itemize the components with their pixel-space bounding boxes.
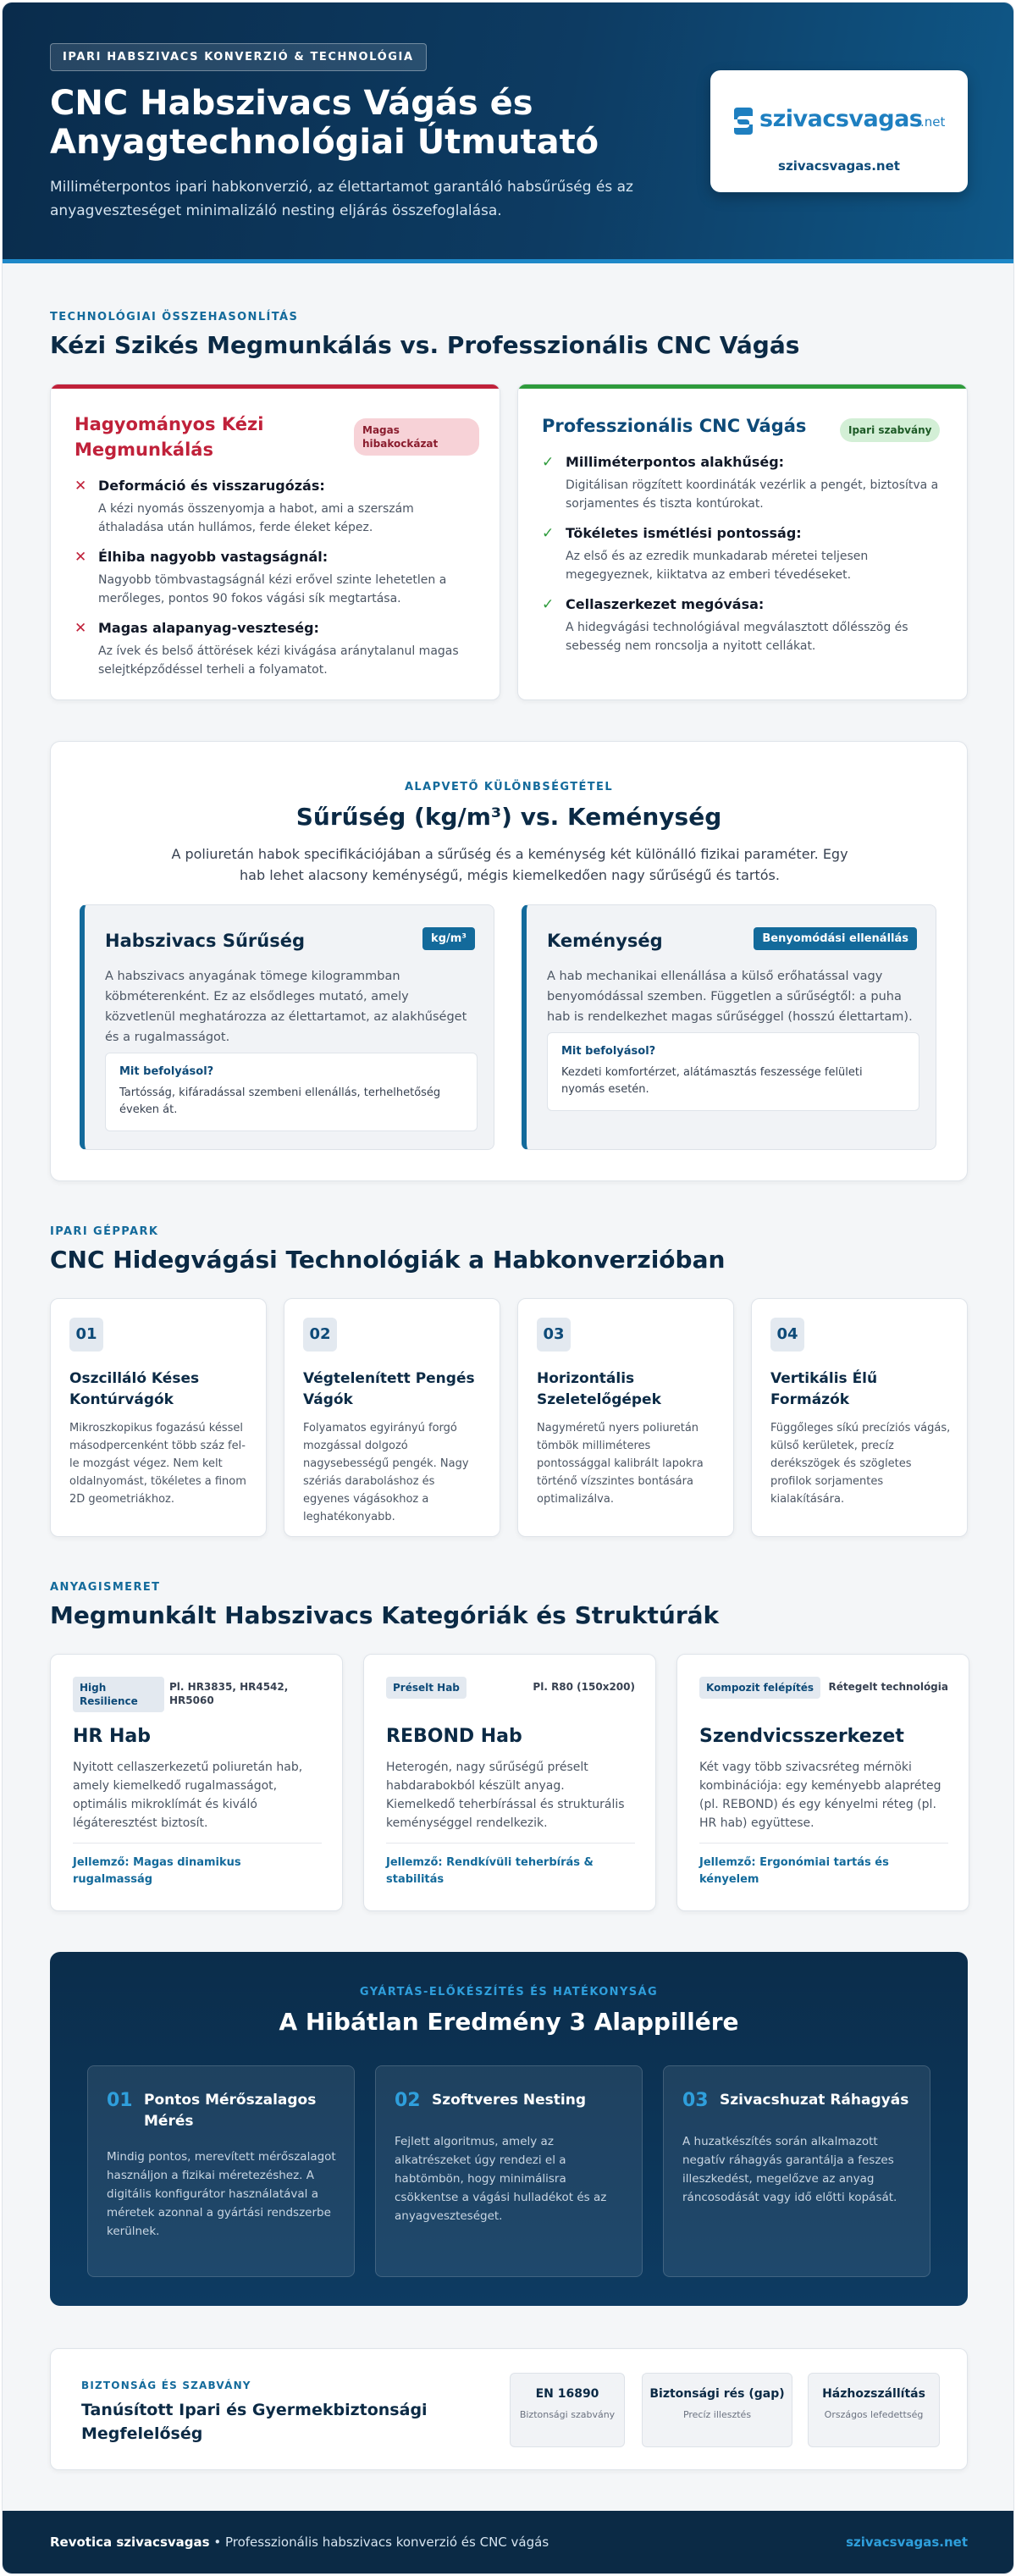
density-eyebrow: ALAPVETŐ KÜLÖNBSÉGTÉTEL [404, 781, 614, 793]
brand-logo [731, 104, 947, 138]
pillar-title: Szivacshuzat Ráhagyás [720, 2092, 909, 2109]
material-title: HR Hab [73, 1726, 152, 1747]
tech-card [50, 1298, 267, 1537]
pillar-card [663, 2065, 930, 2277]
pillar-number: 03 [682, 2090, 709, 2111]
logo-caption: szivacsvagas.net [778, 158, 900, 174]
safety-badge-sub: Országos lefedettség [824, 2409, 924, 2420]
logo-tld: .net [920, 114, 946, 130]
tech-card [751, 1298, 968, 1537]
cross-icon: ✕ [75, 478, 87, 495]
pillars-section [50, 1952, 968, 2306]
pillar-number: 02 [395, 2090, 421, 2111]
divider [699, 1843, 948, 1844]
hero-subtitle: Milliméterpontos ipari habkonverzió, az élettartamot garantáló habsűrűség és az anyagveszteséget minimalizáló nesting eljárás összefoglalása. [50, 179, 633, 219]
hardness-card [522, 904, 936, 1150]
material-card [363, 1654, 656, 1911]
check-icon: ✓ [542, 525, 555, 542]
cnc-card [517, 384, 968, 700]
materials-eyebrow: ANYAGISMERET [50, 1581, 161, 1594]
tech-card-desc: Mikroszkopikus fogazású késsel másodpercenként több száz fel-le mozgást végez. Nem kelt oldalnyomást, tökéletes a finom 2D geometriákhoz. [69, 1422, 246, 1506]
item-title: Deformáció és visszarugózás: [98, 478, 325, 494]
material-example: Pl. R80 (150x200) [533, 1681, 635, 1693]
material-title: REBOND Hab [386, 1726, 522, 1747]
material-feature: Jellemző: Magas dinamikus rugalmasság [73, 1856, 241, 1886]
material-desc: Két vagy több szivacsréteg mérnöki kombinációja: egy keményebb alapréteg (pl. REBOND) és egy kényelmi réteg (pl. HR hab) együttese. [699, 1761, 941, 1830]
tech-card-desc: Függőleges síkú precíziós vágás, külső kerületek, precíz derékszögek és szögletes profilok sorjamentes kialakítására. [770, 1422, 951, 1506]
tech-card-desc: Nagyméretű nyers poliuretán tömbök milliméteres pontossággal kalibrált lapokra történő vízszintes bontására optimalizálva. [537, 1422, 704, 1506]
item-desc: Nagyobb tömbvastagságnál kézi erővel szinte lehetetlen a merőleges, pontos 90 fokos vágási sík megtartása. [98, 573, 447, 605]
material-desc: Heterogén, nagy sűrűségű préselt habdarabokból készült anyag. Kiemelkedő teherbírással és strukturális keménységgel rendelkezik. [386, 1761, 625, 1830]
item-desc: Az első és az ezredik munkadarab méretei teljesen megegyeznek, kiiktatva az emberi tévedéseket. [566, 550, 869, 582]
safety-eyebrow: BIZTONSÁG ÉS SZABVÁNY [81, 2380, 251, 2391]
safety-badge-sub: Precíz illesztés [682, 2409, 752, 2420]
tech-card-title: Végtelenített Pengés Vágók [303, 1370, 475, 1408]
logo-card[interactable] [710, 70, 968, 192]
density-lead: A poliuretán habok specifikációjában a sűrűség és a keménység két különálló fizikai paraméter. Egy hab lehet alacsony keménységű, mégis kiemelkedően nagy sűrűségű és tartós. [171, 846, 848, 883]
tech-card [517, 1298, 734, 1537]
info-box-title: Mit befolyásol? [561, 1045, 656, 1058]
logo-wordmark: szivacsvagas [759, 106, 923, 132]
safety-badge-title: EN 16890 [535, 2387, 599, 2401]
info-box [105, 1053, 478, 1131]
item-desc: A kézi nyomás összenyomja a habot, ami a szerszám áthaladása után hullámos, ferde éleket képez. [98, 502, 414, 534]
materials-title: Megmunkált Habszivacs Kategóriák és Struktúrák [50, 1601, 720, 1629]
tech-card-title: Oszcilláló Késes Kontúrvágók [69, 1370, 200, 1408]
safety-badge-title: Biztonsági rés (gap) [649, 2387, 785, 2401]
hardness-card-desc: A hab mechanikai ellenállása a külső erőhatással vagy benyomódással szemben. Független a sűrűségtől: a puha hab is rendelkezhet magas sűrűséggel (hosszú élettartam). [547, 970, 913, 1024]
safety-badge-sub: Biztonsági szabvány [519, 2409, 616, 2420]
hero-tag: IPARI HABSZIVACS KONVERZIÓ & TECHNOLÓGIA [50, 43, 427, 71]
compare-title: Kézi Szikés Megmunkálás vs. Professzionális CNC Vágás [50, 331, 800, 359]
item-desc: Digitálisan rögzített koordináták vezérlik a pengét, biztosítva a sorjamentes és tiszta kontúrokat. [566, 478, 939, 511]
item-title: Tökéletes ismétlési pontosság: [566, 525, 802, 541]
info-box-text: Kezdeti komfortérzet, alátámasztás feszessége felületi nyomás esetén. [561, 1066, 863, 1096]
safety-badge [808, 2373, 940, 2447]
pillar-title: Pontos Mérőszalagos Mérés [144, 2092, 317, 2130]
info-box [547, 1032, 919, 1111]
safety-title: Tanúsított Ipari és Gyermekbiztonsági Megfelelőség [81, 2401, 428, 2443]
tech-title: CNC Hidegvágási Technológiák a Habkonverzióban [50, 1246, 726, 1274]
risk-badge: Magas hibakockázat [354, 418, 479, 456]
density-card-desc: A habszivacs anyagának tömege kilogrammban köbméterenként. Ez az elsődleges mutató, amely közvetlenül meghatározza az élettartamot, az alakhűséget és a rugalmasságot. [105, 970, 467, 1044]
pillar-desc: Mindig pontos, merevített mérőszalagot használjon a fizikai méretezéshez. A digitális konfigurátor használatával a méretek azonnal a gyártási rendszerbe kerülnek. [107, 2150, 336, 2238]
footer-tagline: • Professzionális habszivacs konverzió és CNC vágás [209, 2535, 549, 2550]
pillar-title: Szoftveres Nesting [432, 2092, 587, 2109]
hero-banner [3, 3, 1014, 263]
material-example: Rétegelt technológia [828, 1681, 948, 1693]
material-card [676, 1654, 969, 1911]
density-card-title: Habszivacs Sűrűség [105, 931, 305, 951]
safety-badge [642, 2373, 792, 2447]
safety-badge-title: Házhozszállítás [822, 2387, 925, 2401]
material-chip: Préselt Hab [386, 1677, 467, 1699]
pillars-title: A Hibátlan Eredmény 3 Alappillére [279, 2008, 739, 2036]
standard-badge: Ipari szabvány [840, 418, 940, 442]
tech-card [284, 1298, 500, 1537]
check-icon: ✓ [542, 596, 555, 613]
material-chip: Kompozit felépítés [699, 1677, 820, 1699]
cross-icon: ✕ [75, 620, 87, 637]
divider [386, 1843, 635, 1844]
item-title: Milliméterpontos alakhűség: [566, 454, 785, 470]
document-frame [2, 2, 1014, 2574]
info-box-text: Tartósság, kifáradással szembeni ellenállás, terhelhetőség éveken át. [119, 1086, 441, 1116]
tech-card-title: Vertikális Élű Formázók [770, 1370, 878, 1408]
cnc-title: Professzionális CNC Vágás [542, 416, 807, 436]
tech-eyebrow: IPARI GÉPPARK [50, 1225, 159, 1238]
pillar-desc: A huzatkészítés során alkalmazott negatív ráhagyás garantálja a feszes illeszkedést, megelőzve az anyag ráncosodását vagy idő előtti kopását. [682, 2135, 897, 2204]
pillar-number: 01 [107, 2090, 133, 2111]
item-desc: A hidegvágási technológiával megválasztott dőlésszög és sebesség nem roncsolja a nyitott cellákat. [566, 621, 908, 653]
material-feature: Jellemző: Ergonómiai tartás és kényelem [699, 1856, 889, 1886]
material-example: Pl. HR3835, HR4542, HR5060 [169, 1681, 289, 1706]
cross-icon: ✕ [75, 549, 87, 566]
manual-title: Hagyományos Kézi Megmunkálás [75, 414, 264, 460]
footer-brand: Revotica szivacsvagas [50, 2535, 210, 2550]
footer-text [50, 2535, 549, 2550]
safety-badge [510, 2373, 625, 2447]
density-title: Sűrűség (kg/m³) vs. Keménység [295, 803, 722, 831]
hardness-card-title: Keménység [547, 931, 663, 951]
density-card [80, 904, 494, 1150]
safety-section [50, 2348, 968, 2470]
tech-number: 04 [770, 1318, 804, 1352]
tech-card-desc: Folyamatos egyirányú forgó mozgással dolgozó nagysebességű pengék. Nagy szériás daraboláshoz és egyenes vágásokhoz a leghatékonyabb. [303, 1422, 469, 1523]
material-chip: High Resilience [73, 1677, 164, 1712]
pillar-desc: Fejlett algoritmus, amely az alkatrészeket úgy rendezi el a habtömbön, hogy minimálisra csökkentse a vágási hulladékot és az anyagveszteséget. [395, 2135, 607, 2223]
tech-number: 03 [537, 1318, 571, 1352]
card-accent-bar [51, 384, 500, 389]
item-desc: Az ívek és belső áttörések kézi kivágása aránytalanul magas selejtképződéssel terheli a folyamatot. [98, 644, 459, 677]
page-title: CNC Habszivacs Vágás és Anyagtechnológiai Útmutató [50, 84, 599, 162]
item-title: Élhiba nagyobb vastagságnál: [98, 549, 329, 565]
pillar-card [87, 2065, 355, 2277]
pillars-eyebrow: GYÁRTÁS-ELŐKÉSZÍTÉS ÉS HATÉKONYSÁG [359, 1986, 659, 1998]
footer-site-link[interactable]: szivacsvagas.net [846, 2535, 968, 2550]
tech-number: 01 [69, 1318, 103, 1352]
material-feature: Jellemző: Rendkívüli teherbírás & stabilitás [386, 1856, 594, 1886]
material-card [50, 1654, 343, 1911]
density-section [50, 741, 968, 1181]
resistance-badge: Benyomódási ellenállás [754, 927, 917, 950]
footer [3, 2511, 1014, 2574]
item-title: Cellaszerkezet megóvása: [566, 596, 765, 612]
item-title: Magas alapanyag-veszteség: [98, 620, 319, 636]
compare-eyebrow: TECHNOLÓGIAI ÖSSZEHASONLÍTÁS [50, 311, 299, 323]
material-title: Szendvicsszerkezet [699, 1726, 904, 1747]
unit-badge: kg/m³ [422, 927, 475, 950]
card-accent-bar [518, 384, 967, 389]
tech-card-title: Horizontális Szeletelőgépek [537, 1370, 661, 1408]
manual-card [50, 384, 500, 700]
check-icon: ✓ [542, 454, 555, 471]
pillar-card [375, 2065, 643, 2277]
info-box-title: Mit befolyásol? [119, 1065, 214, 1078]
tech-number: 02 [303, 1318, 337, 1352]
material-desc: Nyitott cellaszerkezetű poliuretán hab, amely kiemelkedő rugalmasságot, optimális mikroklímát és kiváló légáteresztést biztosít. [73, 1761, 303, 1830]
divider [73, 1843, 322, 1844]
